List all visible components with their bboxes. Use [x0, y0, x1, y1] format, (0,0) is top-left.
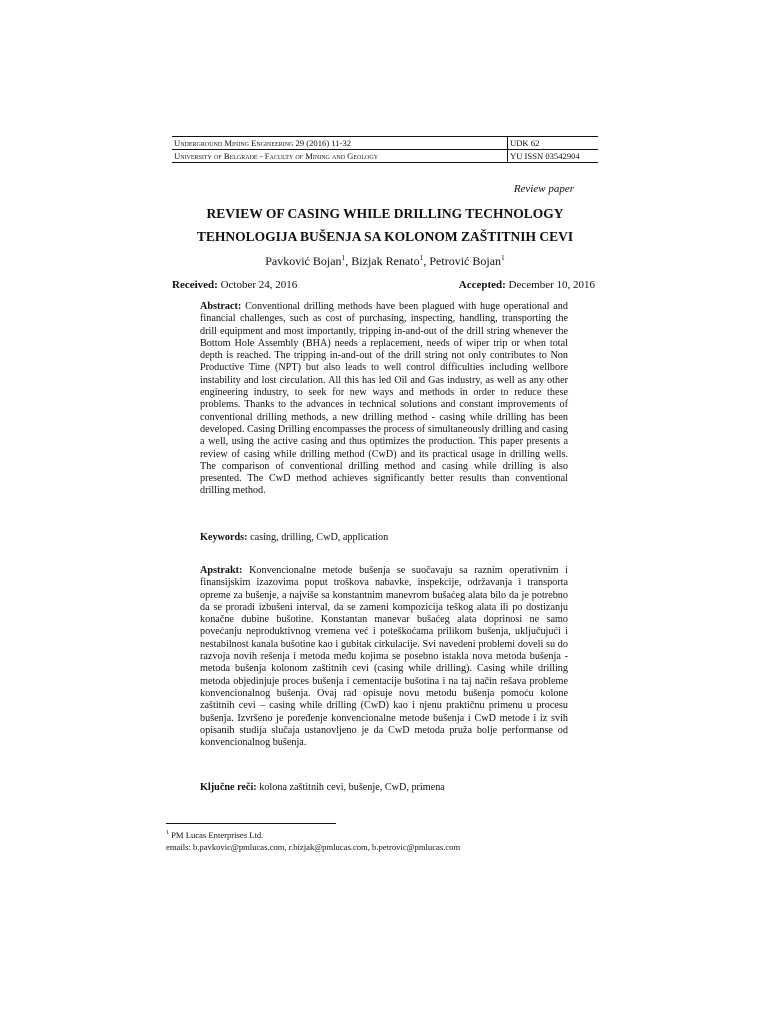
kljucne-reci-label: Ključne reči: [200, 782, 257, 793]
abstract-serbian [200, 565, 568, 749]
kljucne-reci-text: kolona zaštitnih cevi, bušenje, CwD, primena [259, 782, 445, 793]
review-paper-label: Review paper [513, 183, 574, 195]
accepted-label: Accepted: [458, 279, 506, 291]
author-name: Petrović Bojan [429, 254, 502, 268]
journal-header [172, 136, 598, 163]
abstract-label: Abstract: [200, 301, 242, 312]
footnote [166, 827, 460, 853]
received-date: October 24, 2016 [220, 279, 298, 291]
author-affiliation-mark: 1 [501, 253, 505, 262]
institution: University of Belgrade - Faculty of Mining and Geology [172, 150, 508, 163]
keywords-text: casing, drilling, CwD, application [250, 532, 389, 543]
issn-code: YU ISSN 03542904 [508, 150, 599, 163]
author-name: Bizjak Renato [351, 254, 420, 268]
abstract-english [200, 301, 568, 498]
received-date-group [172, 279, 297, 291]
abstract-text: Conventional drilling methods have been plagued with huge operational and financial challenges, such as cost of purchasing, inspecting, handling, transporting the drill equipment and most importantly, tripping in-and-out of the drill string whenever the Bottom Hole Assembly (BHA) needs a replacement, needs of wiper trip or when total depth is reached. The tripping in-and-out of the drill string not only contributes to Non Productive Time (NPT) but also leads to well control difficulties including wellbore instability and lost circulation. All this has led Oil and Gas industry, as well as any other engineering industry, to seek for new ways and methods in order to reduce these problems. Thanks to the advances in technical solutions and constant improvements of conventional drilling methods, a new drilling method - casing while drilling has been developed. Casing Drilling encompasses the process of simultaneously drilling and casing a well, using the active casing and thus optimizes the production. This paper presents a review of casing while drilling method (CwD) and its practical usage in drilling wells. The comparison of conventional drilling method and casing while drilling is also presented. The CwD method achieves significantly better results than conventional drilling method. [200, 301, 568, 497]
apstrakt-text: Konvencionalne metode bušenja se suočavaju sa raznim operativnim i finansijskim izazovima poput troškova nabavke, inspekcije, održavanja i transporta opreme za bušenje, a najviše sa konstantnim manevrom bušaćeg alata bilo da je potrebno da se proradi izbušeni interval, da se zameni kompozicija teškog alata ili po dostizanju konačne dubine bušotine. Konstantan manevar bušaćeg alata doprinosi ne samo povećanju neproduktivnog vremena već i poteškoćama prilikom bušenja, uključujući i nestabilnost kanala bušotine kao i gubitak cirkulacije. Svi navedeni problemi doveli su do razvoja novih rešenja i metoda među kojima se posebno istakla nova metoda bušenja - metoda bušenja kolonom zaštitnih cevi (casing while drilling). Casing while drilling metoda objedinjuje proces bušenja i cementacije bušotina i na taj način rešava probleme konvencionalnog bušenja. Ovaj rad opisuje novu metodu bušenja pomoću kolone zaštitnih cevi – casing while drilling (CwD) kao i njenu praktičnu primenu u procesu bušenja. Izvršeno je poređenje konvencionalne metode bušenja i CwD metode i iz svih opisanih studija slučaja ustanovljeno je da CwD metoda pruža bolje performanse od konvencionalnog bušenja. [200, 565, 568, 749]
udk-code: UDK 62 [508, 137, 599, 150]
keywords-label: Keywords: [200, 532, 248, 543]
author-affiliation-mark: 1 [419, 253, 424, 262]
title-english: REVIEW OF CASING WHILE DRILLING TECHNOLOGY [206, 206, 564, 221]
author-name: Pavković Bojan [265, 254, 342, 268]
accepted-date-group [459, 279, 595, 291]
header-row-institution [172, 150, 598, 163]
keywords-serbian [200, 782, 568, 794]
footnote-affiliation [166, 827, 460, 841]
apstrakt-label: Apstrakt: [200, 565, 243, 576]
footnote-affiliation-text: PM Lucas Enterprises Ltd. [171, 829, 264, 840]
journal-citation: Underground Mining Engineering 29 (2016) 11-32 [172, 137, 508, 150]
title-serbian: TEHNOLOGIJA BUŠENJA SA KOLONOM ZAŠTITNIH CEVI [196, 229, 574, 244]
accepted-date: December 10, 2016 [508, 279, 595, 291]
footnote-divider [166, 823, 336, 824]
header-row-journal [172, 137, 598, 150]
received-label: Received: [172, 279, 218, 291]
footnote-emails: emails: b.pavkovic@pmlucas.com, r.bizjak@pmlucas.com, b.petrovic@pmlucas.com [166, 841, 461, 852]
footnote-mark: 1 [166, 830, 169, 836]
submission-dates [172, 279, 595, 291]
author-list: Pavković Bojan$^1$, Bizjak Renato$^1$, Petrović Bojan$^1$ [265, 253, 505, 268]
author-affiliation-mark: 1 [341, 253, 346, 262]
keywords-english [200, 532, 568, 544]
